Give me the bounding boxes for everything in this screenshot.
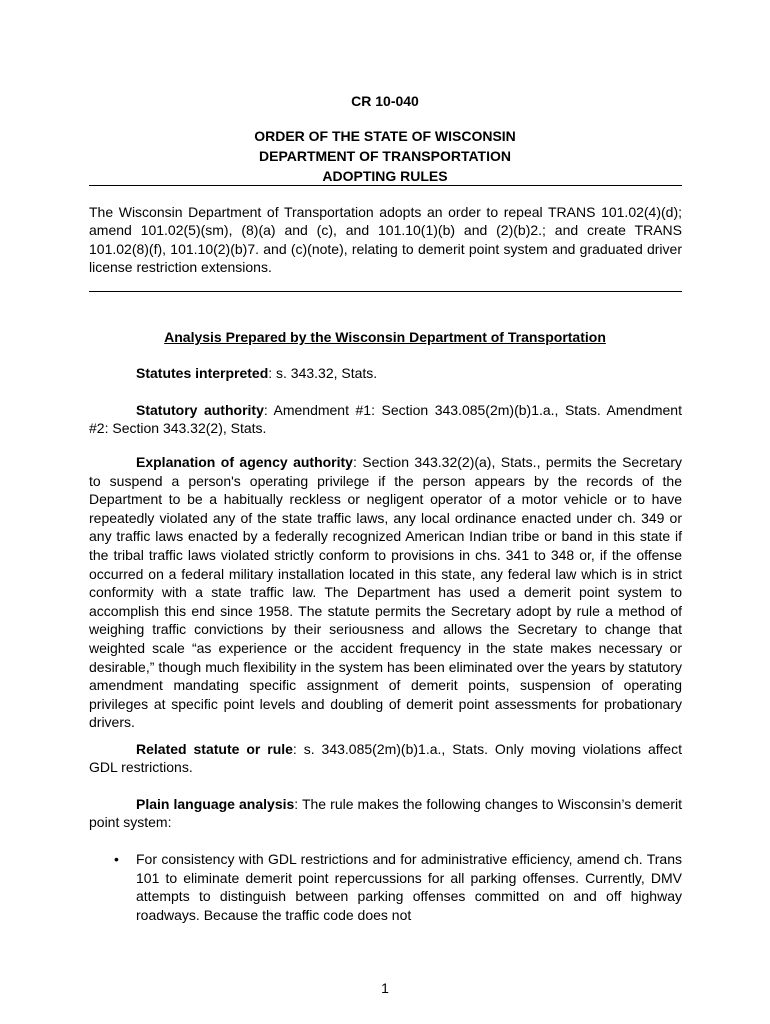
plain-language-paragraph bbox=[89, 795, 682, 832]
heading-line-3: ADOPTING RULES bbox=[322, 168, 448, 184]
agency-authority-text: : Section 343.32(2)(a), Stats., permits the Secretary to suspend a person's operating privilege if the person appears by the records of the Department to be a habitually reckless or negligent operator of a motor vehicle or to have repeatedly violated any of the state traffic laws, any local ordinance enacted under ch. 349 or any traffic laws enacted by a federally recognized American Indian tribe or band in this state if the tribal traffic laws violated strictly conform to provisions in chs. 341 to 348 or, if the offense occurred on a federal military installation located in this state, any federal law which is in strict conformity with a state traffic law. The Department has used a demerit point system to accomplish this end since 1958. The statute permits the Secretary adopt by rule a method of weighing traffic convictions by their seriousness and allows the Secretary to change that weighted scale “as experience or the accident frequency in the state makes necessary or desirable,” though much flexibility in the system has been eliminated over the years by statutory amendment mandating specific assignment of demerit points, suspension of operating privileges at specific point levels and doubling of demerit point assessments for probationary drivers. bbox=[89, 454, 682, 731]
changes-list bbox=[89, 850, 682, 924]
statutory-authority-label: Statutory authority bbox=[136, 402, 264, 418]
heading-line-2: DEPARTMENT OF TRANSPORTATION bbox=[259, 148, 511, 164]
related-statute-text: : s. 343.085(2m)(b)1.a., Stats. Only moving violations affect GDL restrictions. bbox=[89, 741, 682, 776]
document-id: CR 10-040 bbox=[351, 93, 419, 109]
related-statute-paragraph bbox=[89, 740, 682, 777]
list-item-text: For consistency with GDL restrictions and for administrative efficiency, amend ch. Trans 101 to eliminate demerit point repercussions for all parking offenses. Currently, DMV attempts to distinguish between parking offenses committed on and off highway roadways. Because the traffic code does not bbox=[136, 851, 682, 923]
intro-paragraph: The Wisconsin Department of Transportation adopts an order to repeal TRANS 101.02(4)(d); amend 101.02(5)(sm), (8)(a) and (c), and 101.10(1)(b) and (2)(b)2.; and create TRANS 101.02(8)(f), 101.10(2)(b)7. and (c)(note), relating to demerit point system and graduated driver license restriction extensions. bbox=[89, 204, 682, 275]
agency-authority-label: Explanation of agency authority bbox=[136, 454, 353, 470]
statutes-interpreted-label: Statutes interpreted bbox=[136, 365, 269, 381]
page-number: 1 bbox=[381, 980, 389, 996]
agency-authority-paragraph bbox=[89, 453, 682, 732]
analysis-title: Analysis Prepared by the Wisconsin Department of Transportation bbox=[164, 329, 606, 345]
statutes-interpreted-text: : s. 343.32, Stats. bbox=[268, 365, 378, 381]
plain-language-label: Plain language analysis bbox=[136, 796, 295, 812]
related-statute-label: Related statute or rule bbox=[136, 741, 293, 757]
statutory-authority-paragraph bbox=[89, 401, 682, 438]
list-item bbox=[89, 850, 682, 924]
order-heading bbox=[0, 126, 770, 186]
plain-language-text: : The rule makes the following changes to Wisconsin’s demerit point system: bbox=[89, 796, 682, 831]
statutes-interpreted-paragraph bbox=[89, 364, 682, 382]
heading-divider bbox=[89, 185, 682, 186]
intro-divider bbox=[89, 291, 682, 292]
statutory-authority-text: : Amendment #1: Section 343.085(2m)(b)1.a., Stats. Amendment #2: Section 343.32(2), Stats. bbox=[89, 402, 682, 437]
bullet-icon: • bbox=[114, 851, 119, 867]
heading-line-1: ORDER OF THE STATE OF WISCONSIN bbox=[254, 128, 516, 144]
